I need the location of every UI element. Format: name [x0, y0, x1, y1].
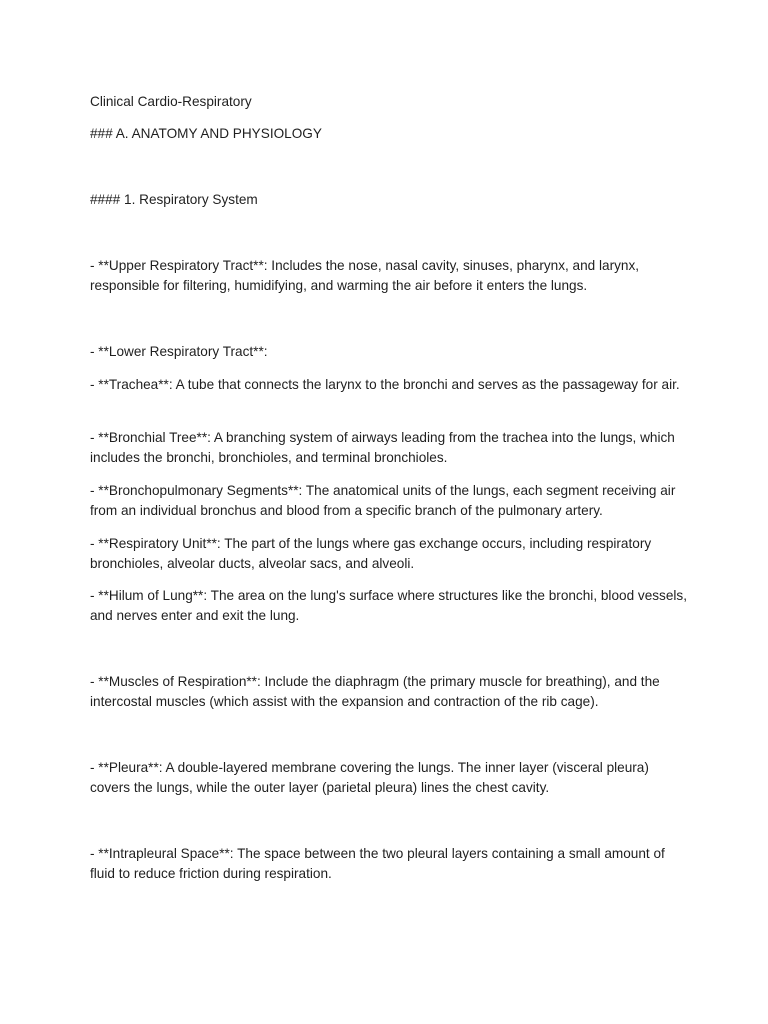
document-title: Clinical Cardio-Respiratory — [90, 94, 252, 109]
paragraph-bronchial-tree: - **Bronchial Tree**: A branching system of airways leading from the trachea into the lungs, which includes the bronchi, bronchioles, and terminal bronchioles. — [90, 430, 675, 465]
paragraph-respiratory-unit: - **Respiratory Unit**: The part of the lungs where gas exchange occurs, including respiratory bronchioles, alveolar ducts, alveolar sacs, and alveoli. — [90, 536, 652, 571]
paragraph-trachea: - **Trachea**: A tube that connects the larynx to the bronchi and serves as the passageway for air. — [90, 377, 680, 392]
paragraph-hilum-of-lung: - **Hilum of Lung**: The area on the lung's surface where structures like the bronchi, blood vessels, and nerves enter and exit the lung. — [90, 588, 688, 623]
subsection-heading: #### 1. Respiratory System — [90, 192, 258, 207]
paragraph-intrapleural-space: - **Intrapleural Space**: The space between the two pleural layers containing a small amount of fluid to reduce friction during respiration. — [90, 846, 665, 881]
paragraph-bronchopulmonary-segments: - **Bronchopulmonary Segments**: The anatomical units of the lungs, each segment receiving air from an individual bronchus and blood from a specific branch of the pulmonary artery. — [90, 483, 676, 518]
section-heading: ### A. ANATOMY AND PHYSIOLOGY — [90, 126, 322, 141]
paragraph-pleura: - **Pleura**: A double-layered membrane covering the lungs. The inner layer (visceral pleura) covers the lungs, while the outer layer (parietal pleura) lines the chest cavity. — [90, 760, 649, 795]
paragraph-muscles-of-respiration: - **Muscles of Respiration**: Include the diaphragm (the primary muscle for breathing), and the intercostal muscles (which assist with the expansion and contraction of the rib cage). — [90, 674, 660, 709]
paragraph-lower-respiratory-tract: - **Lower Respiratory Tract**: — [90, 344, 268, 359]
paragraph-upper-respiratory-tract: - **Upper Respiratory Tract**: Includes the nose, nasal cavity, sinuses, pharynx, and larynx, responsible for filtering, humidifying, and warming the air before it enters the lungs. — [90, 258, 640, 293]
